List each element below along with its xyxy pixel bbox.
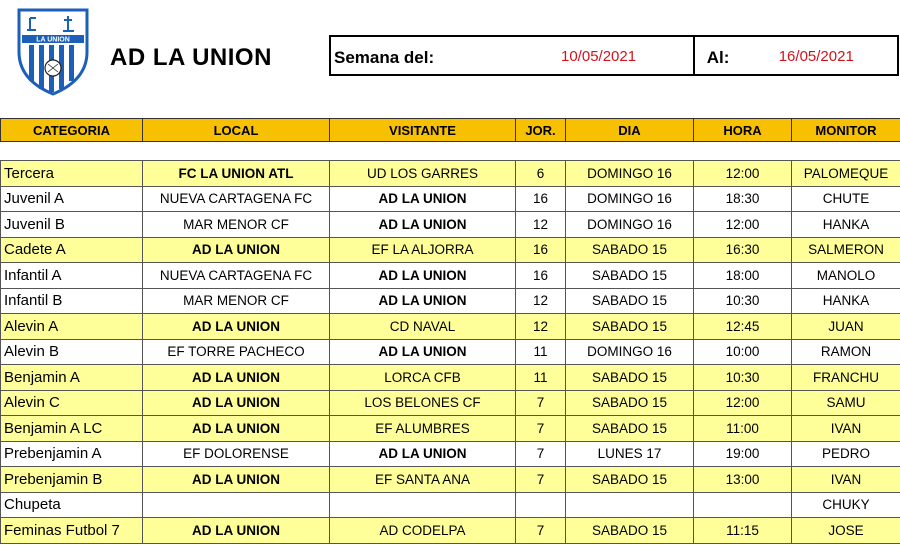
week-to-date: 16/05/2021 bbox=[778, 48, 854, 65]
cell-categoria: Benjamin A LC bbox=[1, 416, 143, 442]
cell-visitante: UD LOS GARRES bbox=[330, 161, 516, 187]
week-from-date: 10/05/2021 bbox=[561, 48, 637, 65]
cell-hora: 12:00 bbox=[694, 161, 792, 187]
cell-visitante: CD NAVAL bbox=[330, 314, 516, 340]
cell-hora: 18:30 bbox=[694, 186, 792, 212]
cell-visitante: AD LA UNION bbox=[330, 288, 516, 314]
cell-hora: 12:45 bbox=[694, 314, 792, 340]
table-row bbox=[1, 186, 900, 212]
column-header-jornada: JOR. bbox=[516, 119, 566, 142]
cell-jor: 12 bbox=[516, 212, 566, 238]
table-row bbox=[1, 441, 900, 467]
cell-local: AD LA UNION bbox=[143, 390, 330, 416]
cell-dia: DOMINGO 16 bbox=[566, 339, 694, 365]
cell-hora: 19:00 bbox=[694, 441, 792, 467]
table-row bbox=[1, 467, 900, 493]
table-row bbox=[1, 518, 900, 544]
cell-visitante: LORCA CFB bbox=[330, 365, 516, 391]
cell-categoria: Chupeta bbox=[1, 492, 143, 518]
column-header-categoria: CATEGORIA bbox=[1, 119, 143, 142]
cell-dia: DOMINGO 16 bbox=[566, 161, 694, 187]
cell-local: AD LA UNION bbox=[143, 518, 330, 544]
cell-local: AD LA UNION bbox=[143, 365, 330, 391]
table-row bbox=[1, 212, 900, 238]
cell-dia: SABADO 15 bbox=[566, 365, 694, 391]
cell-visitante bbox=[330, 492, 516, 518]
cell-jor: 7 bbox=[516, 467, 566, 493]
cell-jor: 7 bbox=[516, 416, 566, 442]
table-row bbox=[1, 161, 900, 187]
week-to-label: Al: bbox=[706, 48, 730, 67]
cell-hora: 13:00 bbox=[694, 467, 792, 493]
cell-monitor: FRANCHU bbox=[792, 365, 900, 391]
cell-jor: 7 bbox=[516, 441, 566, 467]
cell-categoria: Feminas Futbol 7 bbox=[1, 518, 143, 544]
crest-text: LA UNION bbox=[36, 36, 70, 44]
cell-dia: SABADO 15 bbox=[566, 237, 694, 263]
cell-local: AD LA UNION bbox=[143, 237, 330, 263]
cell-monitor: IVAN bbox=[792, 467, 900, 493]
cell-jor: 7 bbox=[516, 390, 566, 416]
cell-dia: SABADO 15 bbox=[566, 518, 694, 544]
cell-hora: 12:00 bbox=[694, 390, 792, 416]
cell-visitante: EF SANTA ANA bbox=[330, 467, 516, 493]
cell-visitante: AD LA UNION bbox=[330, 212, 516, 238]
week-range-box bbox=[329, 35, 899, 76]
cell-hora: 16:30 bbox=[694, 237, 792, 263]
table-header-row bbox=[1, 119, 900, 142]
cell-dia: SABADO 15 bbox=[566, 314, 694, 340]
cell-dia: SABADO 15 bbox=[566, 288, 694, 314]
cell-local: MAR MENOR CF bbox=[143, 212, 330, 238]
cell-dia: DOMINGO 16 bbox=[566, 212, 694, 238]
cell-visitante: AD CODELPA bbox=[330, 518, 516, 544]
column-header-local: LOCAL bbox=[143, 119, 330, 142]
spacer-row bbox=[1, 142, 900, 161]
cell-hora: 11:15 bbox=[694, 518, 792, 544]
cell-monitor: CHUTE bbox=[792, 186, 900, 212]
cell-local: AD LA UNION bbox=[143, 314, 330, 340]
cell-jor: 11 bbox=[516, 339, 566, 365]
cell-categoria: Prebenjamin A bbox=[1, 441, 143, 467]
cell-jor: 16 bbox=[516, 186, 566, 212]
table-row bbox=[1, 237, 900, 263]
cell-categoria: Infantil A bbox=[1, 263, 143, 289]
cell-hora: 18:00 bbox=[694, 263, 792, 289]
table-body bbox=[1, 142, 900, 544]
cell-local: EF DOLORENSE bbox=[143, 441, 330, 467]
cell-local: MAR MENOR CF bbox=[143, 288, 330, 314]
cell-monitor: RAMON bbox=[792, 339, 900, 365]
cell-local: AD LA UNION bbox=[143, 416, 330, 442]
cell-dia: SABADO 15 bbox=[566, 390, 694, 416]
cell-local bbox=[143, 492, 330, 518]
cell-hora: 11:00 bbox=[694, 416, 792, 442]
cell-dia: SABADO 15 bbox=[566, 263, 694, 289]
cell-local: FC LA UNION ATL bbox=[143, 161, 330, 187]
cell-local: AD LA UNION bbox=[143, 467, 330, 493]
cell-visitante: EF LA ALJORRA bbox=[330, 237, 516, 263]
table-row bbox=[1, 365, 900, 391]
cell-visitante: AD LA UNION bbox=[330, 339, 516, 365]
cell-dia: LUNES 17 bbox=[566, 441, 694, 467]
cell-monitor: HANKA bbox=[792, 288, 900, 314]
table-row bbox=[1, 339, 900, 365]
cell-visitante: AD LA UNION bbox=[330, 441, 516, 467]
table-row bbox=[1, 390, 900, 416]
cell-hora: 12:00 bbox=[694, 212, 792, 238]
table-row bbox=[1, 314, 900, 340]
week-from-label: Semana del: bbox=[334, 48, 435, 67]
cell-dia: SABADO 15 bbox=[566, 416, 694, 442]
cell-monitor: JUAN bbox=[792, 314, 900, 340]
week-from-cell bbox=[331, 37, 693, 74]
cell-jor bbox=[516, 492, 566, 518]
cell-jor: 6 bbox=[516, 161, 566, 187]
column-header-hora: HORA bbox=[694, 119, 792, 142]
club-crest-logo bbox=[16, 6, 90, 96]
cell-local: NUEVA CARTAGENA FC bbox=[143, 263, 330, 289]
cell-categoria: Alevin B bbox=[1, 339, 143, 365]
cell-categoria: Alevin A bbox=[1, 314, 143, 340]
table-row bbox=[1, 263, 900, 289]
cell-categoria: Benjamin A bbox=[1, 365, 143, 391]
week-to-cell bbox=[693, 37, 897, 74]
cell-monitor: SALMERON bbox=[792, 237, 900, 263]
column-header-visitante: VISITANTE bbox=[330, 119, 516, 142]
column-header-monitor: MONITOR bbox=[792, 119, 900, 142]
cell-monitor: IVAN bbox=[792, 416, 900, 442]
cell-monitor: HANKA bbox=[792, 212, 900, 238]
cell-hora: 10:30 bbox=[694, 288, 792, 314]
cell-jor: 7 bbox=[516, 518, 566, 544]
table-row bbox=[1, 416, 900, 442]
cell-visitante: AD LA UNION bbox=[330, 263, 516, 289]
match-schedule-table bbox=[0, 118, 900, 544]
cell-visitante: EF ALUMBRES bbox=[330, 416, 516, 442]
cell-dia bbox=[566, 492, 694, 518]
cell-categoria: Tercera bbox=[1, 161, 143, 187]
cell-dia: SABADO 15 bbox=[566, 467, 694, 493]
cell-monitor: CHUKY bbox=[792, 492, 900, 518]
cell-jor: 12 bbox=[516, 314, 566, 340]
cell-hora bbox=[694, 492, 792, 518]
table-row bbox=[1, 288, 900, 314]
cell-monitor: PALOMEQUE bbox=[792, 161, 900, 187]
cell-jor: 16 bbox=[516, 263, 566, 289]
club-title: AD LA UNION bbox=[110, 44, 272, 71]
cell-monitor: SAMU bbox=[792, 390, 900, 416]
cell-visitante: LOS BELONES CF bbox=[330, 390, 516, 416]
column-header-dia: DIA bbox=[566, 119, 694, 142]
cell-local: EF TORRE PACHECO bbox=[143, 339, 330, 365]
cell-jor: 16 bbox=[516, 237, 566, 263]
cell-dia: DOMINGO 16 bbox=[566, 186, 694, 212]
cell-categoria: Infantil B bbox=[1, 288, 143, 314]
cell-monitor: MANOLO bbox=[792, 263, 900, 289]
cell-monitor: PEDRO bbox=[792, 441, 900, 467]
cell-local: NUEVA CARTAGENA FC bbox=[143, 186, 330, 212]
cell-jor: 11 bbox=[516, 365, 566, 391]
cell-hora: 10:00 bbox=[694, 339, 792, 365]
cell-hora: 10:30 bbox=[694, 365, 792, 391]
cell-categoria: Juvenil A bbox=[1, 186, 143, 212]
cell-categoria: Alevin C bbox=[1, 390, 143, 416]
cell-jor: 12 bbox=[516, 288, 566, 314]
cell-monitor: JOSE bbox=[792, 518, 900, 544]
cell-categoria: Juvenil B bbox=[1, 212, 143, 238]
cell-visitante: AD LA UNION bbox=[330, 186, 516, 212]
table-row bbox=[1, 492, 900, 518]
cell-categoria: Cadete A bbox=[1, 237, 143, 263]
cell-categoria: Prebenjamin B bbox=[1, 467, 143, 493]
